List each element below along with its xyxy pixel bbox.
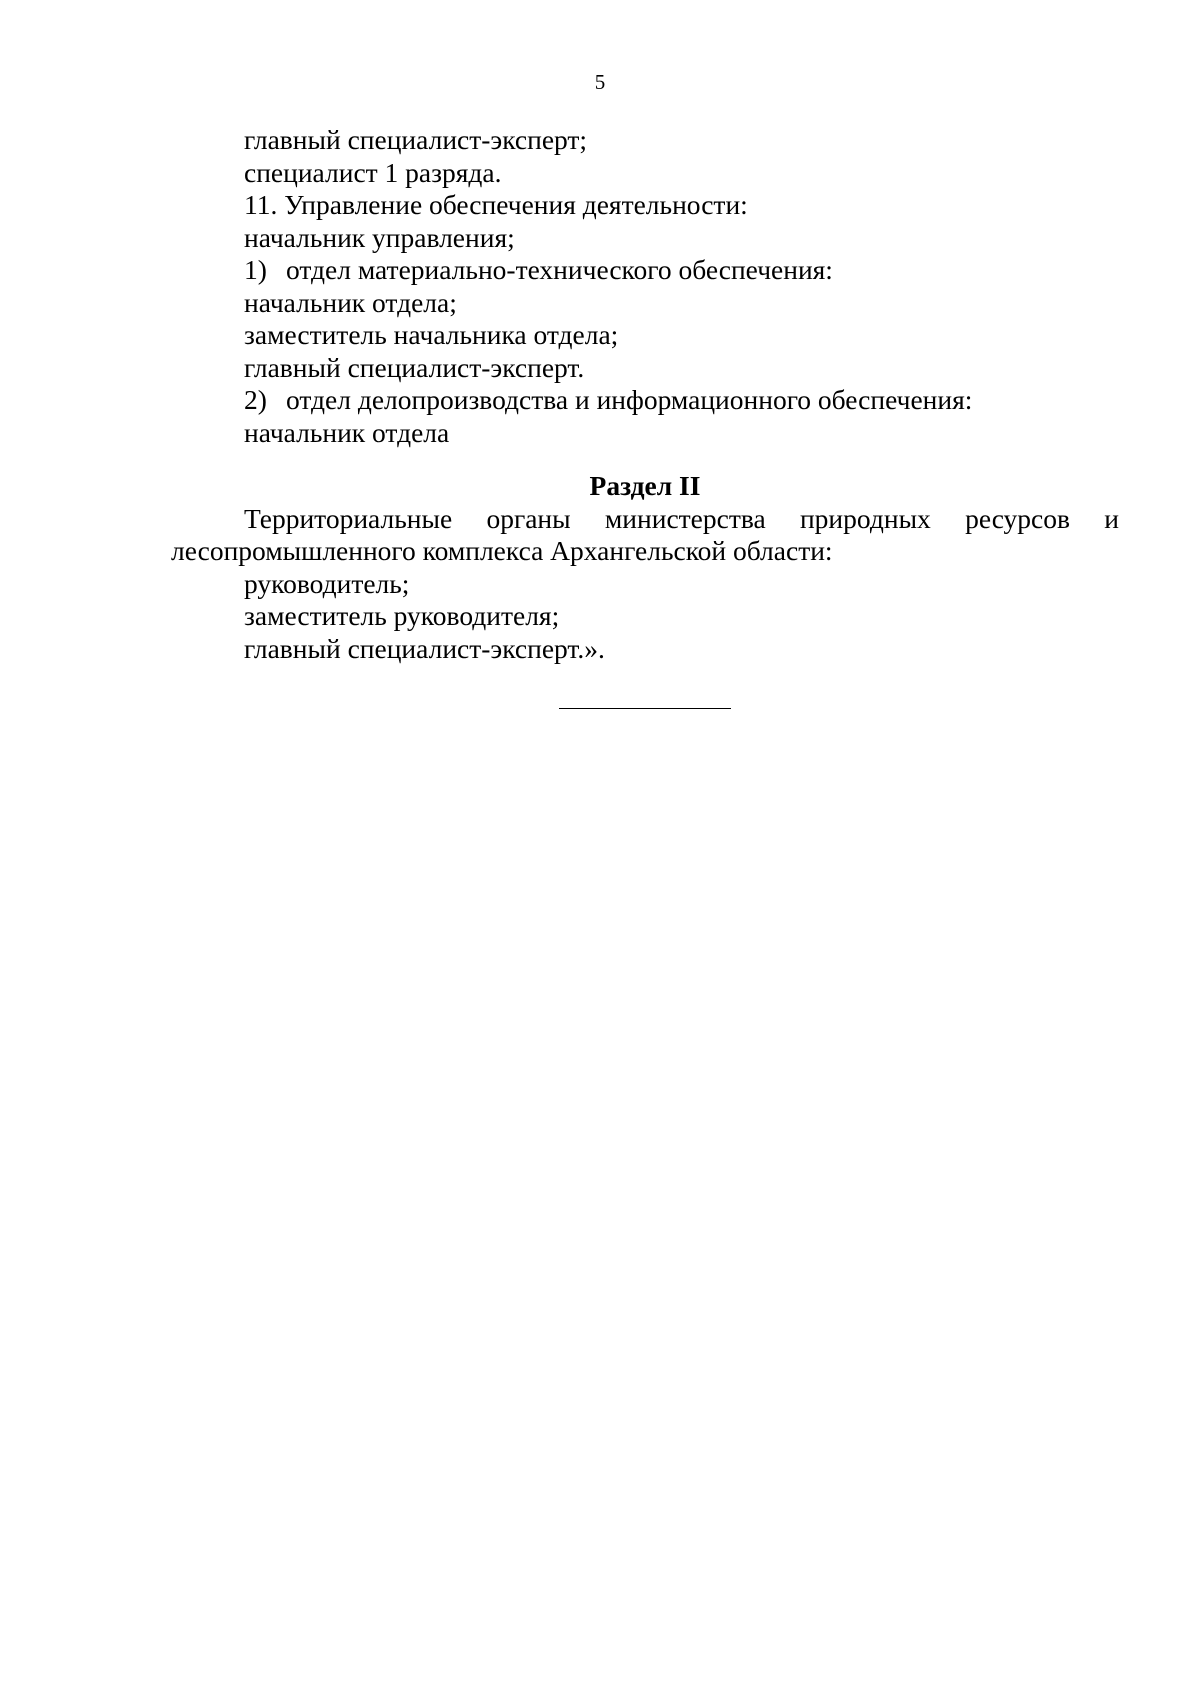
- text-line: начальник управления;: [244, 221, 515, 253]
- closing-divider: [559, 708, 731, 709]
- subdivision-title: отдел материально-технического обеспечения:: [286, 254, 833, 285]
- text-line: начальник отдела;: [244, 286, 457, 318]
- text-line: главный специалист-эксперт.: [244, 351, 585, 383]
- text-line: специалист 1 разряда.: [244, 156, 502, 188]
- section-heading: Раздел II: [589, 470, 701, 501]
- text-line: заместитель руководителя;: [244, 600, 560, 631]
- list-number: 2): [244, 384, 267, 415]
- page-number: 5: [594, 70, 606, 94]
- subdivision-heading: [171, 384, 1119, 417]
- list-number: 1): [244, 254, 267, 285]
- text-line: руководитель;: [244, 567, 410, 599]
- text-line: главный специалист-эксперт;: [244, 124, 588, 155]
- department-heading: 11. Управление обеспечения деятельности:: [244, 189, 748, 220]
- text-line: начальник отдела: [244, 416, 450, 448]
- document-body: [171, 124, 1119, 665]
- section-paragraph: Территориальные органы министерства природных ресурсов и лесопромышленного комплекса Архангельской области:: [171, 502, 1119, 566]
- text-line: заместитель начальника отдела;: [244, 319, 619, 350]
- text-line: главный специалист-эксперт.».: [244, 632, 605, 664]
- subdivision-title: отдел делопроизводства и информационного обеспечения:: [286, 384, 973, 415]
- subdivision-heading: [171, 254, 1119, 287]
